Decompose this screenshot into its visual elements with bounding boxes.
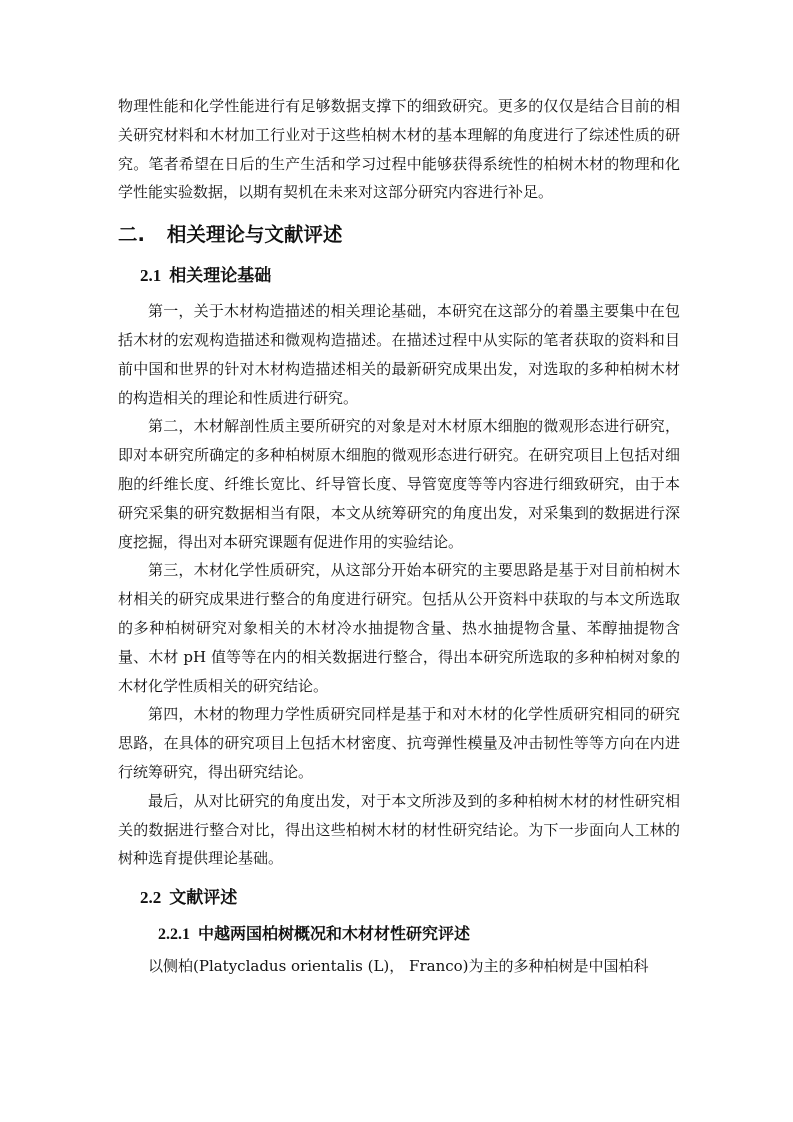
paragraph-last: 以侧柏(Platycladus orientalis (L)， Franco)为主的多种柏树是中国柏科 — [148, 957, 649, 976]
subsection-number: 2.2.1 — [158, 926, 190, 944]
document-page — [118, 92, 680, 981]
chapter-heading — [118, 219, 680, 251]
intro-paragraph: 物理性能和化学性能进行有足够数据支撑下的细致研究。更多的仅仅是结合目前的相关研究材料和木材加工行业对于这些柏树木材的基本理解的角度进行了综述性质的研究。笔者希望在日后的生产生活和学习过程中能够获得系统性的柏树木材的物理和化学性能实验数据，以期有契机在未来对这部分研究内容进行补足。 — [118, 97, 680, 202]
section-title: 相关理论基础 — [169, 266, 272, 287]
chapter-number: 二. — [118, 223, 145, 247]
paragraph-4: 第四，木材的物理力学性质研究同样是基于和对木材的化学性质研究相同的研究思路，在具体的研究项目上包括木材密度、抗弯弹性模量及冲击韧性等等方向在内进行统筹研究，得出研究结论。 — [118, 705, 680, 781]
section-number: 2.1 — [140, 266, 162, 286]
paragraph-2: 第二，木材解剖性质主要所研究的对象是对木材原木细胞的微观形态进行研究，即对本研究所确定的多种柏树原木细胞的微观形态进行研究。在研究项目上包括对细胞的纤维长度、纤维长宽比、纤导管长度、导管宽度等等内容进行细致研究，由于本研究采集的研究数据相当有限，本文从统筹研究的角度出发，对采集到的数据进行深度挖掘，得出对本研究课题有促进作用的实验结论。 — [118, 417, 680, 551]
paragraph-5: 最后，从对比研究的角度出发，对于本文所涉及到的多种柏树木材的材性研究相关的数据进行整合对比，得出这些柏树木材的材性研究结论。为下一步面向人工林的树种选育提供理论基础。 — [118, 791, 680, 868]
section-number: 2.2 — [140, 888, 162, 908]
paragraph-1: 第一，关于木材构造描述的相关理论基础，本研究在这部分的着墨主要集中在包括木材的宏观构造描述和微观构造描述。在描述过程中从实际的笔者获取的资料和目前中国和世界的针对木材构造描述相关的最新研究成果出发，对选取的多种柏树木材的构造相关的理论和性质进行研究。 — [118, 302, 680, 407]
section-heading-2-2 — [140, 883, 680, 913]
chapter-title: 相关理论与文献评述 — [166, 223, 343, 247]
subsection-heading-2-2-1 — [158, 919, 680, 950]
paragraph-3: 第三，木材化学性质研究，从这部分开始本研究的主要思路是基于对目前柏树木材相关的研究成果进行整合的角度进行研究。包括从公开资料中获取的与本文所选取的多种柏树研究对象相关的木材冷水抽提物含量、热水抽提物含量、苯醇抽提物含量、木材 pH 值等等在内的相关数据进行整合，得出本研究所选取的多种柏树对象的木材化学性质相关的研究结论。 — [118, 561, 680, 695]
section-title: 文献评述 — [169, 888, 238, 909]
subsection-title: 中越两国柏树概况和木材材性研究评述 — [198, 924, 471, 944]
section-heading-2-1 — [140, 261, 680, 291]
